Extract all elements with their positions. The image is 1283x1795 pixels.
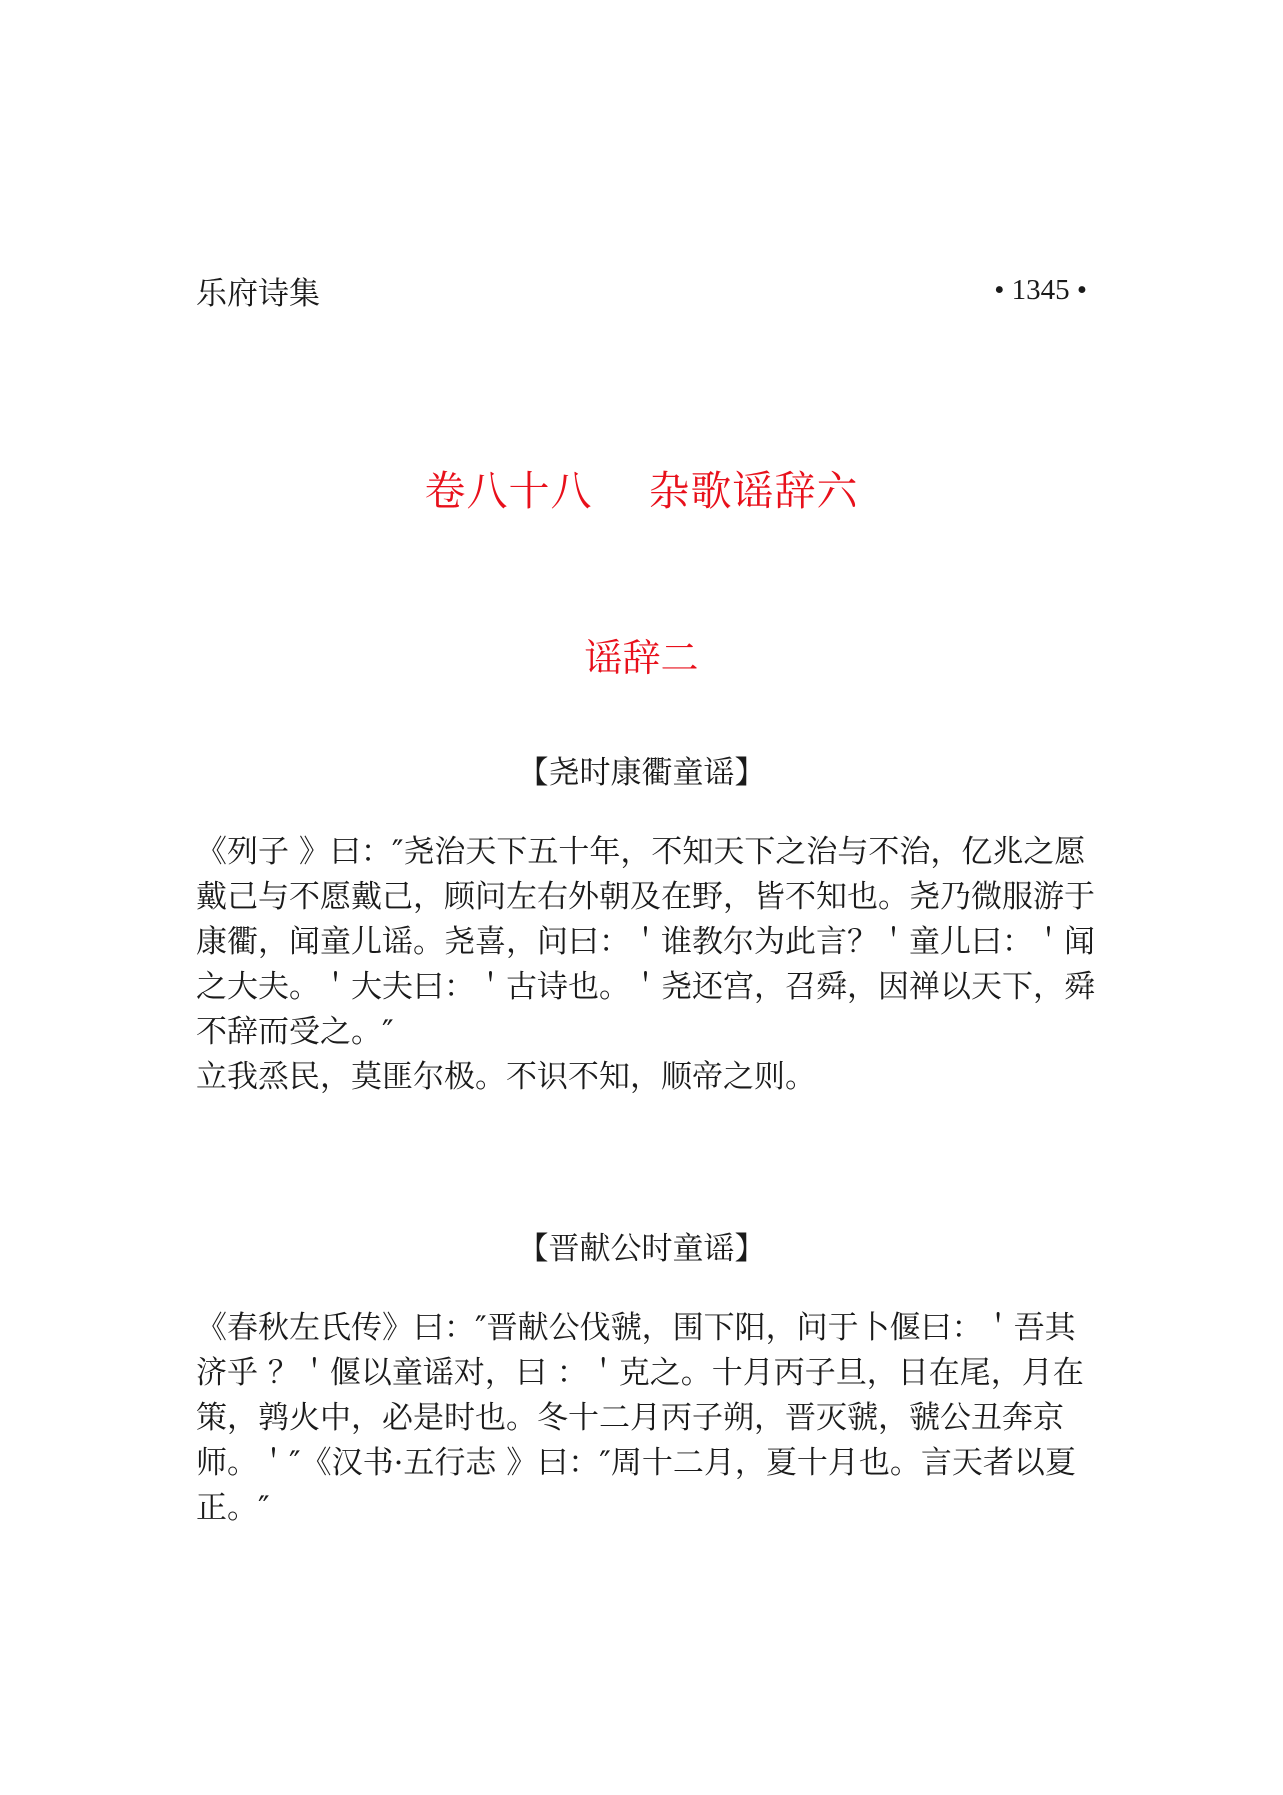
poem-commentary: 《列子 》曰：″尧治天下五十年，不知天下之治与不治，亿兆之愿戴己与不愿戴己，顾问左右外朝及在野，皆不知也。尧乃微服游于康衢，闻童儿谣。尧喜，问曰：＇谁教尔为此言？＇童儿曰：＇闻之大夫。＇大夫曰：＇古诗也。＇尧还宫，召舜，因禅以天下，舜不辞而受之。″ [196, 834, 1095, 1050]
section-title: 谣辞二 [584, 636, 699, 680]
poem-commentary: 《春秋左氏传》曰：″晋献公伐虢，围下阳，问于卜偃曰：＇吾其济乎 ？＇偃以童谣对，曰 ：＇克之。十月丙子旦，日在尾，月在策，鹑火中，必是时也。冬十二月丙子朔，晋灭虢，虢公丑奔京师。＇″《汉书·五行志 》曰：″周十二月，夏十月也。言天者以夏正。″ [196, 1310, 1084, 1526]
poem-body [196, 1306, 1096, 1531]
page-number: • 1345 • [994, 273, 1087, 306]
poem-title: 【晋献公时童谣】 [517, 1231, 766, 1267]
poem-text: 立我烝民，莫匪尔极。不识不知，顺帝之则。 [196, 1059, 816, 1095]
volume-title: 卷八十八 杂歌谣辞六 [424, 467, 859, 515]
book-title: 乐府诗集 [196, 275, 320, 312]
poem-body [196, 830, 1096, 1100]
poem-title: 【尧时康衢童谣】 [517, 755, 766, 791]
page-header [196, 268, 1087, 312]
